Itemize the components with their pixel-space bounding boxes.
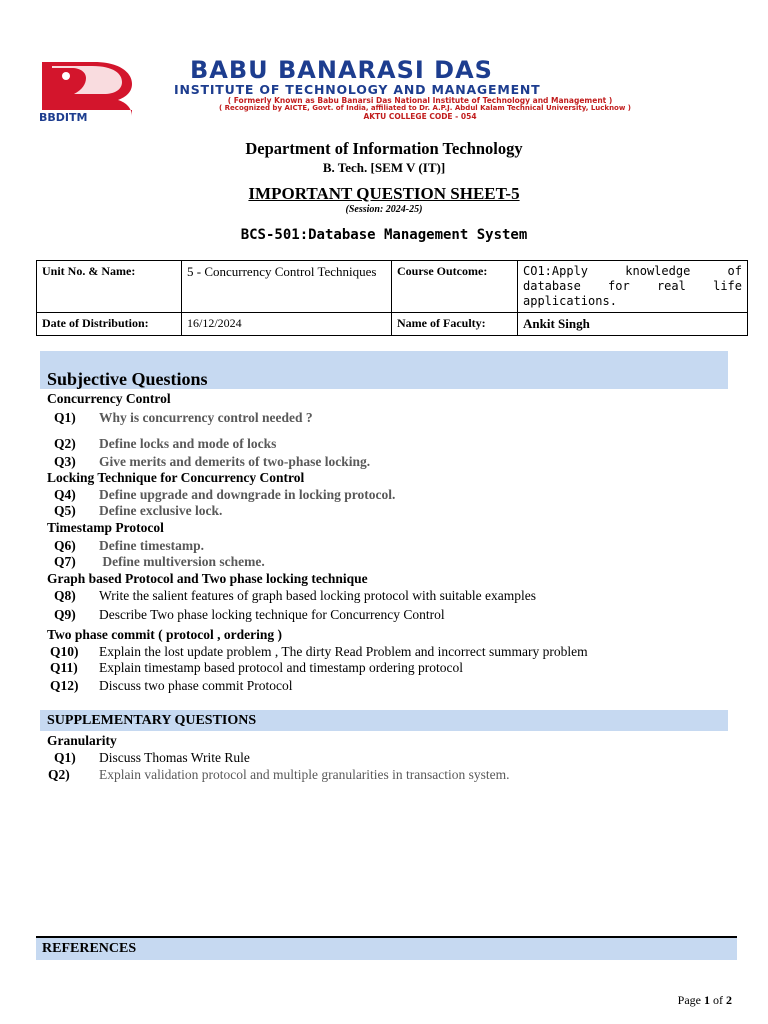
question-text: Explain validation protocol and multiple granularities in transaction system. bbox=[99, 767, 510, 782]
recognized-line: ( Recognized by AICTE, Govt. of India, affiliated to Dr. A.P.J. Abdul Kalam Technical University, Lucknow ) bbox=[219, 104, 631, 112]
unit-cell bbox=[182, 261, 392, 313]
question-number: Q11) bbox=[50, 660, 78, 675]
question-number: Q1) bbox=[54, 410, 76, 425]
question-text: Explain timestamp based protocol and timestamp ordering protocol bbox=[99, 660, 464, 675]
topic-heading: Graph based Protocol and Two phase locking technique bbox=[47, 571, 368, 586]
question-text: Discuss Thomas Write Rule bbox=[99, 750, 250, 765]
question-number: Q10) bbox=[50, 644, 79, 659]
date-label: Date of Distribution: bbox=[37, 313, 182, 336]
question-text: Define timestamp. bbox=[99, 538, 204, 553]
page-total: 2 bbox=[726, 993, 732, 1007]
date-value: 16/12/2024 bbox=[182, 313, 392, 336]
unit-number: 5 bbox=[187, 264, 194, 279]
institute-subtitle: INSTITUTE OF TECHNOLOGY AND MANAGEMENT bbox=[174, 82, 541, 97]
question-number: Q2) bbox=[54, 436, 76, 451]
institute-name: BABU BANARASI DAS bbox=[190, 56, 493, 84]
question-text: Discuss two phase commit Protocol bbox=[99, 678, 293, 693]
unit-label: Unit No. & Name: bbox=[37, 261, 182, 313]
question-text: Define locks and mode of locks bbox=[99, 436, 277, 451]
references-band bbox=[36, 936, 737, 960]
question-number: Q12) bbox=[50, 678, 79, 693]
references-title: REFERENCES bbox=[42, 941, 137, 956]
question-number: Q2) bbox=[48, 767, 70, 782]
logo-text: BBDITM bbox=[39, 111, 88, 122]
question-number: Q9) bbox=[54, 607, 76, 622]
session-label: (Session: 2024-25) bbox=[345, 204, 423, 215]
college-code: AKTU COLLEGE CODE - 054 bbox=[363, 112, 477, 121]
formerly-line: ( Formerly Known as Babu Banarsi Das National Institute of Technology and Management ) bbox=[227, 96, 613, 105]
faculty-label: Name of Faculty: bbox=[392, 313, 518, 336]
topic-heading: Two phase commit ( protocol , ordering ) bbox=[47, 627, 282, 642]
outcome-label: Course Outcome: bbox=[392, 261, 518, 313]
question-text: Describe Two phase locking technique for Concurrency Control bbox=[99, 607, 445, 622]
department-title: Department of Information Technology bbox=[245, 139, 523, 158]
question-text: Write the salient features of graph based locking protocol with suitable examples bbox=[99, 588, 536, 603]
supplementary-title: SUPPLEMENTARY QUESTIONS bbox=[47, 713, 257, 728]
subjective-band bbox=[40, 351, 728, 389]
question-number: Q4) bbox=[54, 487, 76, 502]
question-number: Q1) bbox=[54, 750, 76, 765]
course-title: BCS-501:Database Management System bbox=[240, 227, 528, 243]
page-current: 1 bbox=[704, 993, 710, 1007]
subjective-title: Subjective Questions bbox=[47, 369, 208, 389]
question-number: Q5) bbox=[54, 503, 76, 518]
page-number bbox=[678, 993, 732, 1008]
question-number: Q7) bbox=[54, 554, 76, 569]
question-text: Explain the lost update problem , The dirty Read Problem and incorrect summary problem bbox=[99, 644, 588, 659]
program-title: B. Tech. [SEM V (IT)] bbox=[322, 160, 446, 175]
outcome-value: CO1:Apply knowledge of database for real life applications. bbox=[518, 261, 748, 313]
question-text: Define multiversion scheme. bbox=[99, 554, 265, 569]
institute-logo bbox=[38, 60, 136, 122]
page-word: Page bbox=[677, 993, 701, 1007]
question-text: Why is concurrency control needed ? bbox=[99, 410, 313, 425]
supplementary-band bbox=[40, 710, 728, 731]
question-text: Define exclusive lock. bbox=[99, 503, 223, 518]
unit-name: - Concurrency Control Techniques bbox=[193, 264, 377, 279]
question-number: Q8) bbox=[54, 588, 76, 603]
topic-heading: Concurrency Control bbox=[47, 391, 171, 406]
question-number: Q3) bbox=[54, 454, 76, 469]
question-text: Give merits and demerits of two-phase locking. bbox=[99, 454, 371, 469]
question-number: Q6) bbox=[54, 538, 76, 553]
of-word: of bbox=[713, 993, 723, 1007]
topic-heading: Locking Technique for Concurrency Control bbox=[47, 470, 305, 485]
info-table bbox=[36, 260, 748, 336]
sheet-title: IMPORTANT QUESTION SHEET-5 bbox=[248, 184, 520, 203]
topic-heading: Granularity bbox=[47, 733, 117, 748]
faculty-value: Ankit Singh bbox=[518, 313, 748, 336]
topic-heading: Timestamp Protocol bbox=[47, 520, 164, 535]
question-text: Define upgrade and downgrade in locking protocol. bbox=[99, 487, 396, 502]
